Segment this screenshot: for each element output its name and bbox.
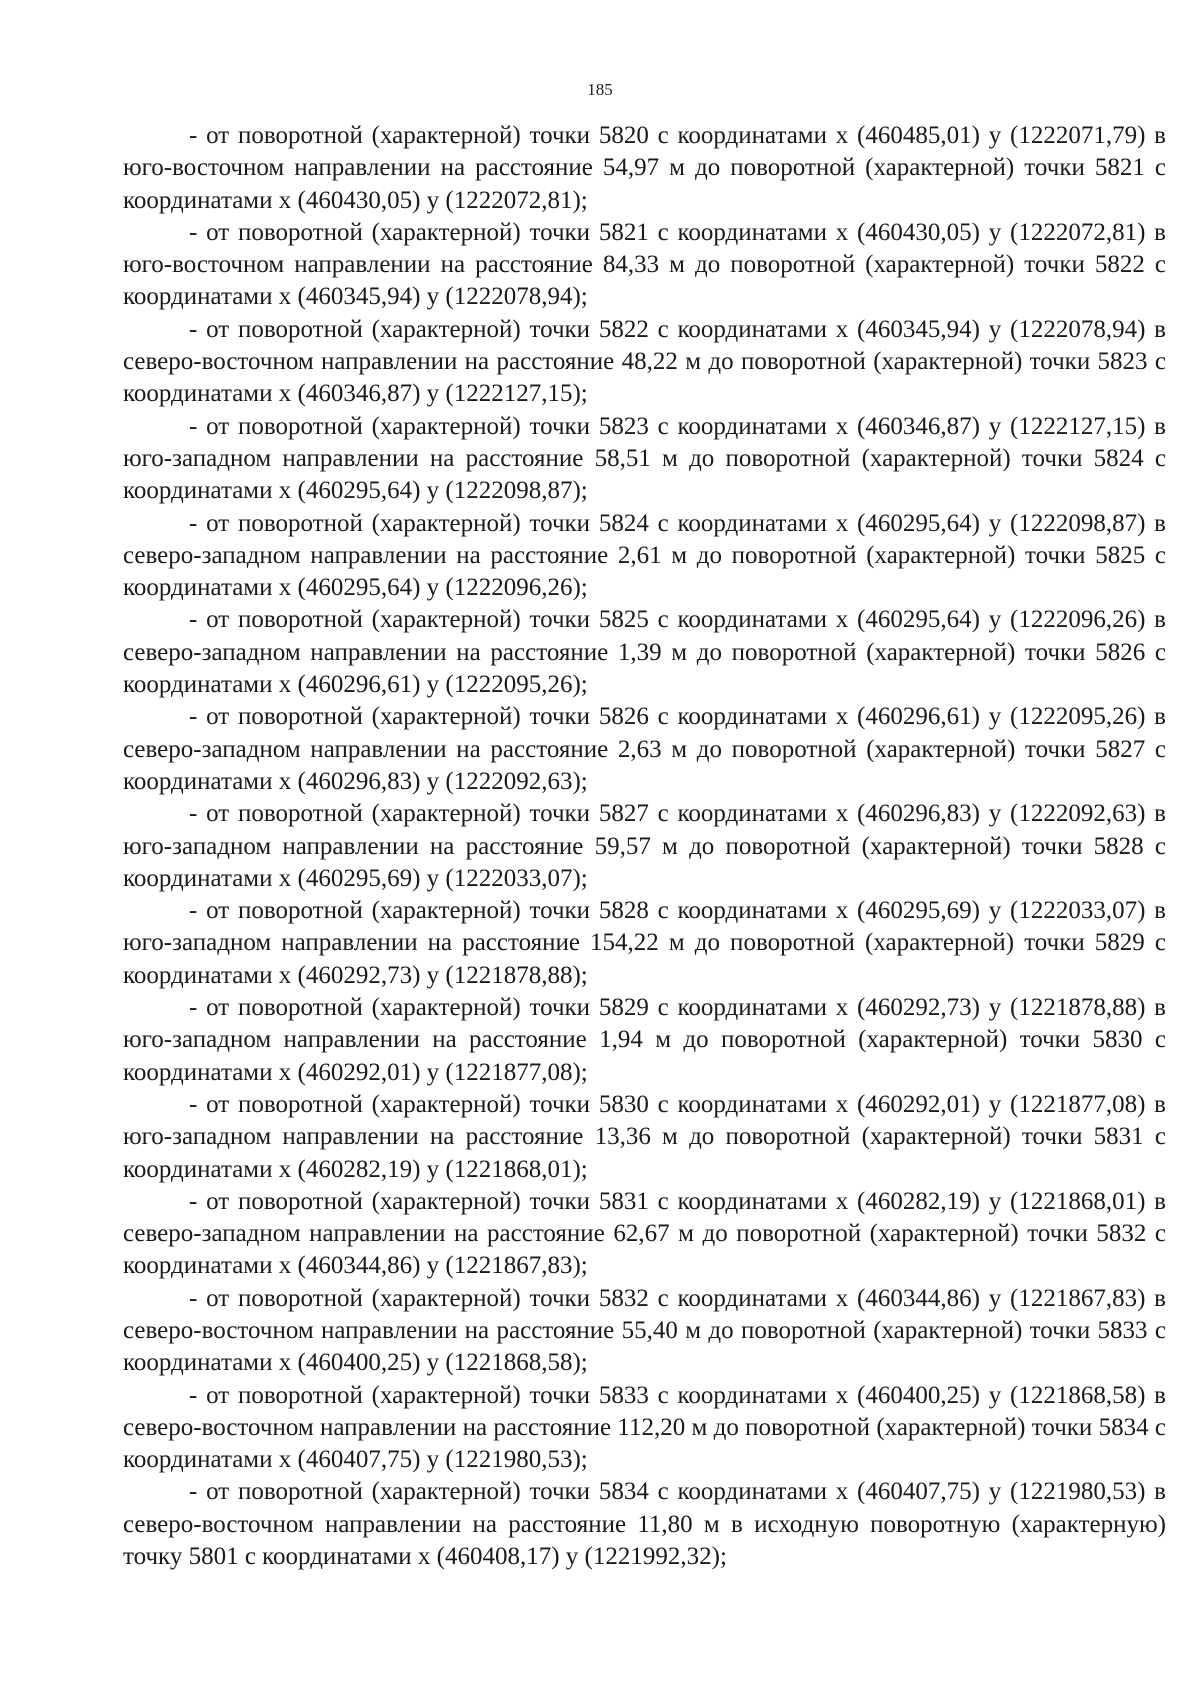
boundary-segment-5821: - от поворотной (характерной) точки 5821 с координатами х (460430,05) у (1222072,81) в юго-восточном направлении на расстояние 84,33 м до поворотной (характерной) точки 5822 с координатами х (460345,94) у (1222078,94); [123,218,1166,311]
boundary-segment-5833: - от поворотной (характерной) точки 5833 с координатами х (460400,25) у (1221868,58) в северо-восточном направлении на расстояние 112,20 м до поворотной (характерной) точки 5834 с координатами х (460407,75) у (1221980,53); [123,1381,1166,1474]
boundary-segment-5831: - от поворотной (характерной) точки 5831 с координатами х (460282,19) у (1221868,01) в северо-западном направлении на расстояние 62,67 м до поворотной (характерной) точки 5832 с координатами х (460344,86) у (1221867,83); [123,1187,1166,1280]
boundary-segment-5823: - от поворотной (характерной) точки 5823 с координатами х (460346,87) у (1222127,15) в юго-западном направлении на расстояние 58,51 м до поворотной (характерной) точки 5824 с координатами х (460295,64) у (1222098,87); [123,412,1166,505]
boundary-segment-5820: - от поворотной (характерной) точки 5820 с координатами х (460485,01) у (1222071,79) в юго-восточном направлении на расстояние 54,97 м до поворотной (характерной) точки 5821 с координатами х (460430,05) у (1222072,81); [123,122,1166,214]
boundary-segment-5829: - от поворотной (характерной) точки 5829 с координатами х (460292,73) у (1221878,88) в юго-западном направлении на расстояние 1,94 м до поворотной (характерной) точки 5830 с координатами х (460292,01) у (1221877,08); [123,994,1166,1086]
boundary-segment-5824: - от поворотной (характерной) точки 5824 с координатами х (460295,64) у (1222098,87) в северо-западном направлении на расстояние 2,61 м до поворотной (характерной) точки 5825 с координатами х (460295,64) у (1222096,26); [123,509,1166,602]
page-number: 185 [587,80,613,99]
boundary-segment-5832: - от поворотной (характерной) точки 5832 с координатами х (460344,86) у (1221867,83) в северо-восточном направлении на расстояние 55,40 м до поворотной (характерной) точки 5833 с координатами х (460400,25) у (1221868,58); [123,1284,1166,1377]
boundary-segment-5826: - от поворотной (характерной) точки 5826 с координатами х (460296,61) у (1222095,26) в северо-западном направлении на расстояние 2,63 м до поворотной (характерной) точки 5827 с координатами х (460296,83) у (1222092,63); [123,703,1166,795]
boundary-description [123,120,1166,1573]
boundary-segment-5828: - от поворотной (характерной) точки 5828 с координатами х (460295,69) у (1222033,07) в юго-западном направлении на расстояние 154,22 м до поворотной (характерной) точки 5829 с координатами х (460292,73) у (1221878,88); [123,897,1166,989]
boundary-segment-5834: - от поворотной (характерной) точки 5834 с координатами х (460407,75) у (1221980,53) в северо-восточном направлении на расстояние 11,80 м в исходную поворотную (характерную) точку 5801 с координатами х (460408,17) у (1221992,32); [123,1478,1166,1571]
boundary-segment-5827: - от поворотной (характерной) точки 5827 с координатами х (460296,83) у (1222092,63) в юго-западном направлении на расстояние 59,57 м до поворотной (характерной) точки 5828 с координатами х (460295,69) у (1222033,07); [123,800,1166,892]
boundary-segment-5830: - от поворотной (характерной) точки 5830 с координатами х (460292,01) у (1221877,08) в юго-западном направлении на расстояние 13,36 м до поворотной (характерной) точки 5831 с координатами х (460282,19) у (1221868,01); [123,1090,1166,1183]
boundary-segment-5822: - от поворотной (характерной) точки 5822 с координатами х (460345,94) у (1222078,94) в северо-восточном направлении на расстояние 48,22 м до поворотной (характерной) точки 5823 с координатами х (460346,87) у (1222127,15); [123,315,1166,408]
boundary-segment-5825: - от поворотной (характерной) точки 5825 с координатами х (460295,64) у (1222096,26) в северо-западном направлении на расстояние 1,39 м до поворотной (характерной) точки 5826 с координатами х (460296,61) у (1222095,26); [123,606,1166,699]
